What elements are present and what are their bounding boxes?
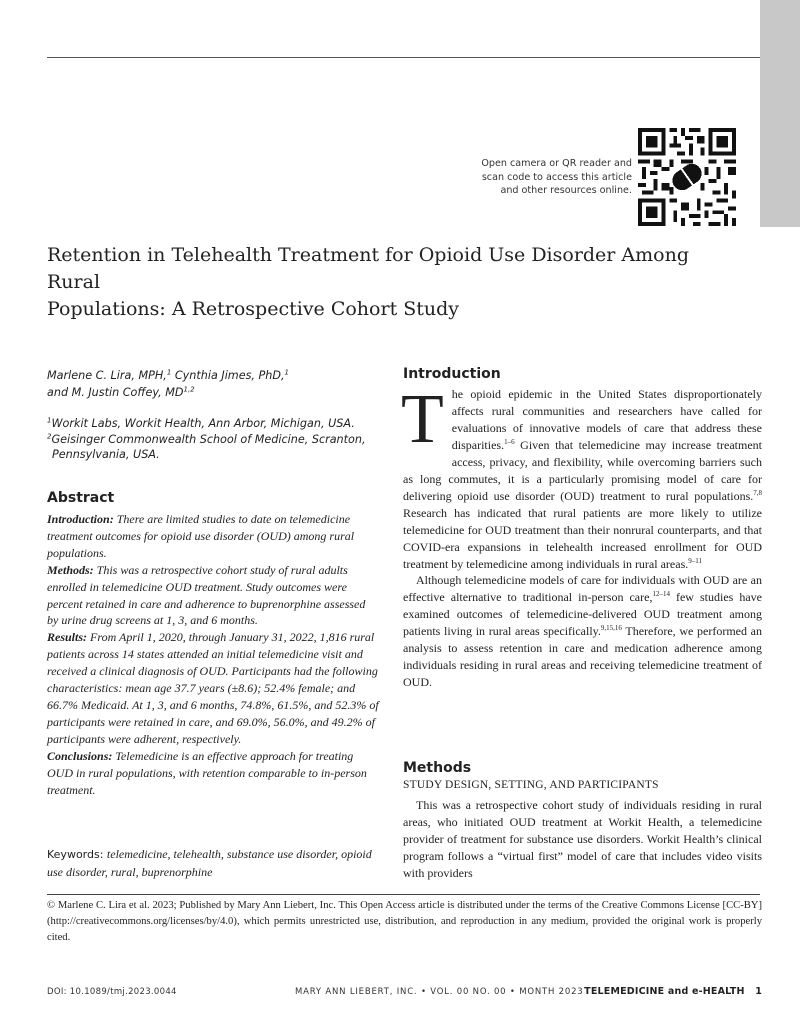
abstract-section — [47, 629, 379, 747]
introduction-heading: Introduction — [403, 366, 501, 382]
citation[interactable]: 9,15,16 — [600, 624, 622, 633]
doi-link[interactable]: DOI: 10.1089/tmj.2023.0044 — [47, 987, 177, 997]
affiliations — [47, 416, 387, 463]
citation[interactable]: 7,8 — [753, 488, 762, 497]
license-text: © Marlene C. Lira et al. 2023; Published by Mary Ann Liebert, Inc. This Open Access article is distributed under the terms of the Creative Commons License [CC-BY] (http://creativecommons.org/licenses/by/4.0), which permits unrestricted use, distribution, and reproduction in any medium, provided the original work is properly cited. — [47, 900, 762, 943]
abstract-label: Introduction: — [47, 512, 114, 526]
title-line: Populations: A Retrospective Cohort Study — [47, 298, 460, 320]
author-sup: 1 — [284, 368, 289, 377]
keywords-text: telemedicine, telehealth, substance use disorder, opioid use disorder, rural, buprenorphine — [47, 847, 372, 879]
title-line: Retention in Telehealth Treatment for Opioid Use Disorder Among Rural — [47, 244, 690, 293]
bottom-rule — [47, 894, 760, 895]
author-sup: 1,2 — [183, 384, 195, 393]
qr-note — [470, 157, 632, 198]
citation[interactable]: 9–11 — [688, 556, 702, 565]
introduction-body — [401, 381, 763, 691]
affiliation — [47, 432, 387, 448]
affiliation — [47, 447, 387, 463]
page-footer — [47, 987, 762, 1001]
qr-note-line: Open camera or QR reader and — [481, 158, 632, 169]
affiliation-text: Pennsylvania, USA. — [52, 448, 160, 461]
citation[interactable]: 1–6 — [504, 437, 515, 446]
methods-body — [403, 797, 762, 882]
abstract-heading: Abstract — [47, 490, 115, 506]
abstract-text: There are limited studies to date on telemedicine treatment outcomes for opioid use disorder (OUD) among rural populations. — [47, 512, 355, 560]
methods-subheading: STUDY DESIGN, SETTING, AND PARTICIPANTS — [403, 779, 659, 791]
intro-text: Research has indicated that rural patients are more likely to utilize telemedicine for OUD treatment than their nonrural counterparts, and that COVID-era expansions in telehealth increased enrollment for OUD treatment by telemedicine among individuals in rural areas. — [403, 505, 762, 571]
journal-name — [584, 986, 762, 997]
qr-code-icon[interactable] — [638, 128, 736, 226]
authors — [47, 368, 387, 401]
authors-line — [47, 385, 387, 402]
affiliation-sup: 1 — [47, 416, 52, 425]
intro-text: Therefore, we performed an analysis to assess retention in care and medication adherence among individuals residing in rural areas and receiving telemedicine treatment of OUD. — [403, 624, 763, 690]
affiliation-text: Geisinger Commonwealth School of Medicine, Scranton, — [51, 432, 366, 446]
abstract-label: Conclusions: — [47, 748, 113, 763]
citation[interactable]: 12–14 — [652, 590, 670, 599]
abstract-section — [47, 562, 379, 630]
intro-paragraph — [401, 381, 762, 572]
abstract-body — [47, 511, 379, 798]
article-title — [47, 242, 737, 323]
affiliation — [47, 416, 387, 432]
abstract-section — [47, 748, 379, 799]
intro-text: Although telemedicine models of care for individuals with OUD are an effective alternative to traditional in-person care, — [403, 573, 762, 605]
abstract-section — [47, 511, 379, 562]
author-name: Marlene C. Lira, MPH, — [47, 369, 167, 382]
drop-cap: T — [401, 381, 444, 458]
keywords — [47, 846, 379, 881]
abstract-label: Methods: — [47, 562, 94, 577]
author-name: Cynthia Jimes, PhD, — [171, 369, 285, 382]
side-tab — [760, 0, 800, 227]
abstract-text: This was a retrospective cohort study of rural adults enrolled in telemedicine OUD treatment. Study outcomes were percent retained in care and adherence to buprenorphine assessed by urine drug screens at 1, 3, and 6 months. — [47, 562, 366, 628]
abstract-label: Results: — [47, 630, 88, 645]
authors-line — [47, 368, 387, 385]
methods-heading: Methods — [403, 760, 472, 776]
page-number: 1 — [755, 986, 762, 997]
abstract-text: From April 1, 2020, through January 31, 2022, 1,816 rural patients across 14 states attended an initial telemedicine visit and received a clinical diagnosis of OUD. Participants had the following characteristics: mean age 37.7 years (±8.6); 52.4% female; and 66.7% Medicaid. At 1, 3, and 6 months, 74.8%, 61.5%, and 52.3% of participants were retained in care, and 69.0%, 56.0%, and 49.2% of participants were adherent, respectively. — [47, 630, 379, 746]
intro-text: he opioid epidemic in the United States disproportionately affects rural communities and researchers have called for evaluations of innovative models of care that address these disparities. — [451, 387, 762, 452]
intro-text: Given that telemedicine may increase treatment access, privacy, and flexibility, while overcoming barriers such as long commutes, it is a particularly promising model of care for delivering opioid use disorder (OUD) treatment to rural populations. — [403, 437, 762, 503]
intro-paragraph — [403, 572, 762, 691]
journal-title: TELEMEDICINE and e-HEALTH — [584, 986, 745, 997]
publisher-info: MARY ANN LIEBERT, INC. • VOL. 00 NO. 00 • MONTH 2023 — [295, 987, 584, 997]
author-sup: 1 — [166, 368, 172, 377]
abstract-text: Telemedicine is an effective approach for treating OUD in rural populations, with retention comparable to in-person treatment. — [47, 748, 367, 797]
affiliation-text: Workit Labs, Workit Health, Ann Arbor, Michigan, USA. — [51, 417, 355, 430]
qr-note-line: and other resources online. — [500, 185, 632, 196]
author-name: and M. Justin Coffey, MD — [47, 385, 184, 399]
intro-text: few studies have examined outcomes of telemedicine-delivered OUD treatment among patients living in rural areas specifically. — [403, 590, 762, 639]
keywords-label: Keywords: — [47, 848, 107, 861]
methods-paragraph: This was a retrospective cohort study of individuals residing in rural areas, who initiated OUD treatment at Workit Health, a telemedicine provider of treatment for substance use disorders. Workit Health’s clinical program follows a “virtual first” model of care that includes video visits with providers — [403, 798, 762, 880]
qr-note-line: scan code to access this article — [481, 171, 632, 183]
top-rule — [47, 57, 760, 58]
affiliation-sup: 2 — [47, 431, 52, 440]
